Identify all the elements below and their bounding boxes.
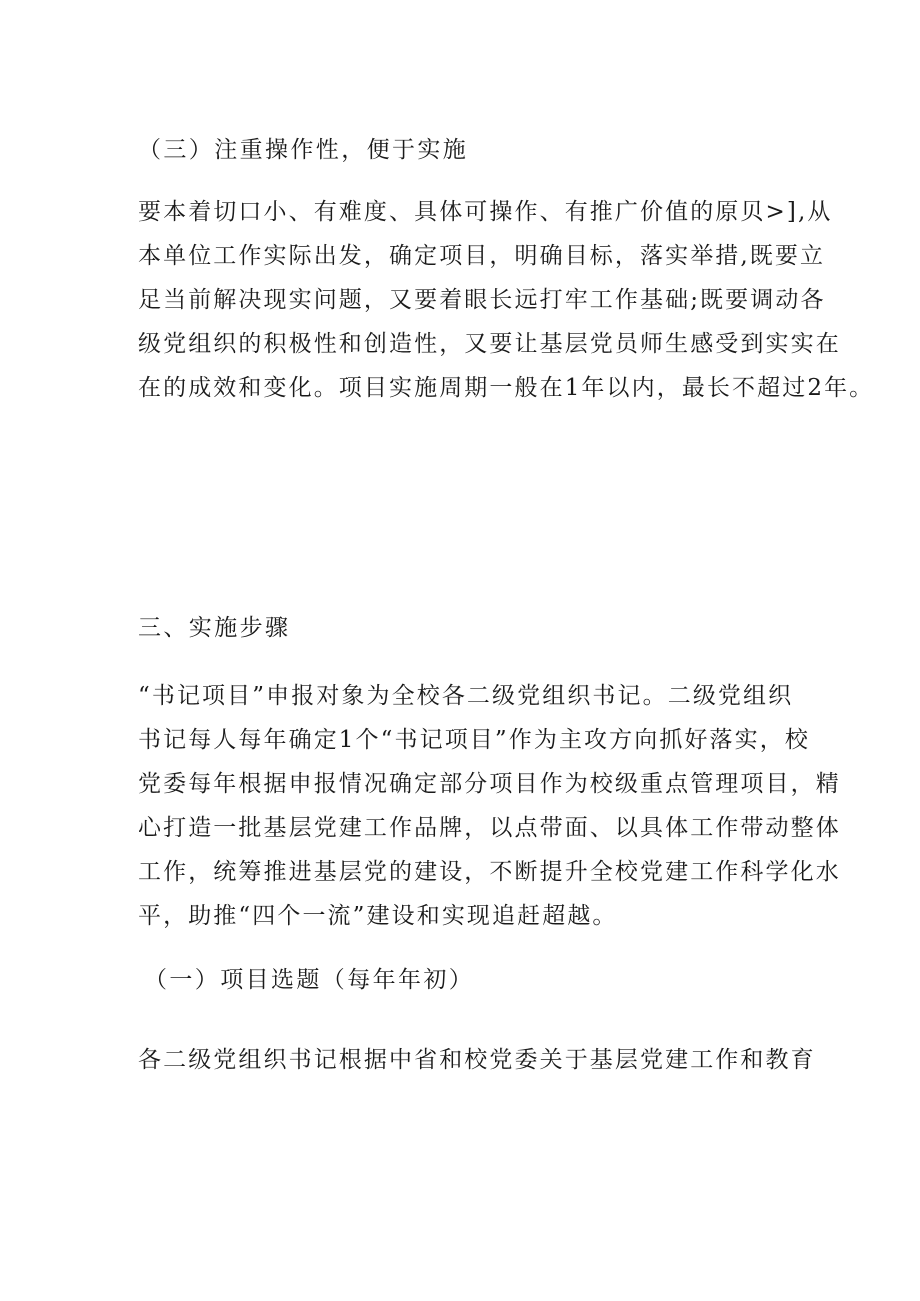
paragraph-line: 本单位工作实际出发，确定项目，明确目标，落实举措,既要立 [138, 243, 826, 269]
paragraph-line: 心打造一批基层党建工作品牌，以点带面、以具体工作带动整体 [138, 815, 841, 841]
section-heading-3: 三、实施步骤 [138, 615, 291, 641]
paragraph-line: 级党组织的积极性和创造性，又要让基层党员师生感受到实实在 [138, 331, 841, 357]
paragraph-line: 党委每年根据申报情况确定部分项目作为校级重点管理项目，精 [138, 771, 841, 797]
paragraph-line: 要本着切口小、有难度、具体可操作、有推广价值的原贝>],从 [138, 199, 833, 225]
paragraph-line: 平，助推“四个一流”建设和实现追赶超越。 [138, 903, 618, 929]
sub-heading-1: （一）项目选题（每年年初） [144, 967, 475, 993]
paragraph-line: “书记项目”申报对象为全校各二级党组织书记。二级党组织 [138, 683, 794, 709]
sub-heading-3: （三）注重操作性，便于实施 [138, 137, 469, 163]
paragraph-line: 在的成效和变化。项目实施周期一般在1年以内，最长不超过2年。 [138, 375, 875, 401]
paragraph-line: 书记每人每年确定1个“书记项目”作为主攻方向抓好落实，校 [138, 727, 810, 753]
paragraph-line: 工作，统筹推进基层党的建设，不断提升全校党建工作科学化水 [138, 859, 841, 885]
paragraph-line: 足当前解决现实问题，又要着眼长远打牢工作基础;既要调动各 [138, 287, 826, 313]
paragraph-line: 各二级党组织书记根据中省和校党委关于基层党建工作和教育 [138, 1047, 816, 1073]
